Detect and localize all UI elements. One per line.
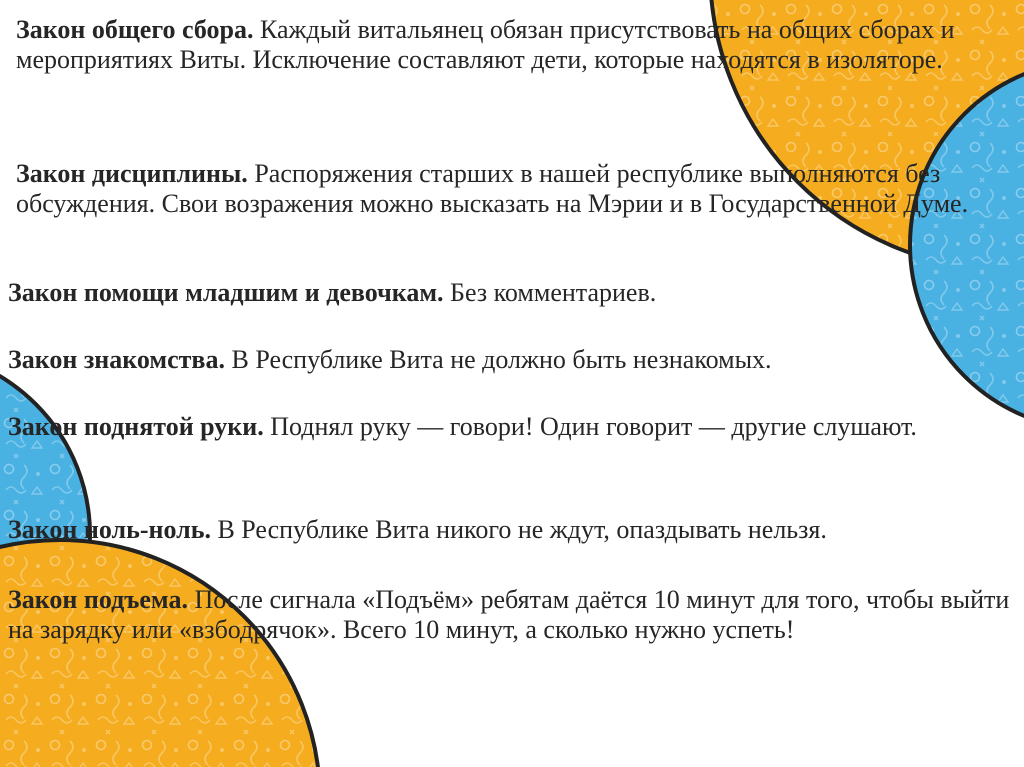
rule-text: В Республике Вита никого не ждут, опаздывать нельзя. (210, 515, 827, 544)
bottom-left-orange-circle (0, 540, 320, 767)
rule-text: В Республике Вита не должно быть незнакомых. (224, 345, 772, 374)
rule-text: Без комментариев. (443, 278, 657, 307)
rule-title: Закон поднятой руки. (8, 412, 264, 441)
rule-zero-zero (8, 515, 1008, 545)
rule-title: Закон помощи младшим и девочкам. (8, 278, 444, 307)
rule-title: Закон дисциплины. (16, 159, 248, 188)
rule-title: Закон знакомства. (8, 345, 225, 374)
rule-text: Распоряжения старших в нашей республике выполняются без обсуждения. Свои возражения можно высказать на Мэрии и в Государственной Думе. (16, 159, 969, 218)
rule-acquaintance (8, 345, 1008, 375)
rule-title: Закон общего сбора. (16, 15, 254, 44)
rule-discipline (16, 159, 976, 219)
rule-title: Закон подъема. (8, 585, 188, 614)
rule-text: После сигнала «Подъём» ребятам даётся 10 минут для того, чтобы выйти на зарядку или «взбодрячок». Всего 10 минут, а сколько нужно успеть! (8, 585, 1010, 644)
rule-text: Каждый витальянец обязан присутствовать на общих сборах и мероприятиях Виты. Исключение составляют дети, которые находятся в изоляторе. (16, 15, 955, 74)
rule-raised-hand (8, 412, 1008, 442)
rule-general-assembly (16, 15, 976, 75)
rule-text: Поднял руку — говори! Один говорит — другие слушают. (263, 412, 917, 441)
rule-help-younger (8, 278, 1008, 308)
rule-title: Закон ноль-ноль. (8, 515, 211, 544)
rule-wake-up (8, 585, 1016, 645)
